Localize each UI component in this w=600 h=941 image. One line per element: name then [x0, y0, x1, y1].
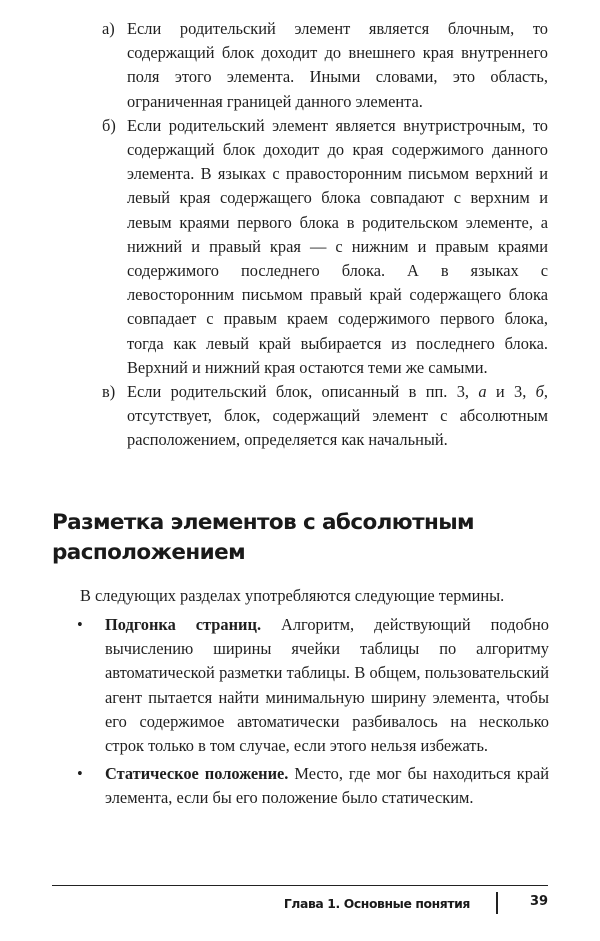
- running-footer-chapter: Глава 1. Основные понятия: [283, 896, 470, 911]
- page-number: 39: [530, 894, 549, 909]
- list-marker: б): [102, 115, 116, 135]
- section-heading-line-1: Разметка элементов с абсолютным: [52, 510, 475, 535]
- list-item-text-start: Если родительский блок, описанный в пп. 3,: [127, 382, 479, 402]
- term-definition: Алгоритм, действующий подобно вычислению ширины ячейки таблицы по алгоритму автоматической разметки таблицы. В общем, пользовательский агент пытается найти минимальную ширину элемента, чтобы его содержимое автоматически разбивалось на несколько строк только в том случае, если этого нельзя избежать.: [105, 615, 549, 756]
- list-marker: а): [102, 19, 115, 38]
- term-list-item: [77, 613, 549, 758]
- sub-item-list: [102, 17, 548, 453]
- section-heading-line-2: расположением: [52, 540, 246, 565]
- list-item: [102, 380, 548, 453]
- term-list-item: [77, 762, 549, 810]
- list-item-text: Если родительский элемент является блочным, то содержащий блок доходит до внешнего края внутреннего поля этого элемента. Иными словами, это область, ограниченная границей данного элемента.: [127, 19, 548, 111]
- list-item-text-mid: и 3,: [486, 382, 536, 402]
- list-item-text: Если родительский элемент является внутристрочным, то содержащий блок доходит до края содержимого данного элемента. В языках с правосторонним письмом верхний и левый края содержащего блока совпадают с верхним и левым краями первого блока в родительском элементе, а нижний и правый края — с нижним и правым краями содержимого последнего блока. А в языках с левосторонним письмом правый край содержащего блока совпадает с правым краем содержимого первого блока, тогда как левый край выбирается из последнего блока. Верхний и нижний края остаются теми же самыми.: [127, 115, 548, 377]
- term-list: [77, 613, 549, 815]
- term-definition: Место, где мог бы находиться край элемента, если бы его положение было статическим.: [105, 764, 549, 808]
- item-reference-a: а: [478, 382, 487, 402]
- section-intro: В следующих разделах употребляются следующие термины.: [80, 586, 505, 605]
- bullet-icon: •: [77, 764, 83, 784]
- term-title: Статическое положение.: [105, 764, 289, 784]
- list-item: [102, 114, 548, 380]
- footer-divider: [52, 885, 548, 886]
- list-item: [102, 17, 548, 114]
- list-item-text-end: , отсутствует, блок, содержащий элемент с абсолютным расположением, определяется как начальный.: [127, 382, 548, 450]
- bullet-icon: •: [77, 615, 83, 634]
- item-reference-b: б: [535, 382, 544, 402]
- footer-separator: [496, 892, 498, 914]
- list-marker: в): [102, 382, 116, 402]
- term-title: Подгонка страниц.: [105, 615, 262, 634]
- section-heading: [52, 508, 552, 568]
